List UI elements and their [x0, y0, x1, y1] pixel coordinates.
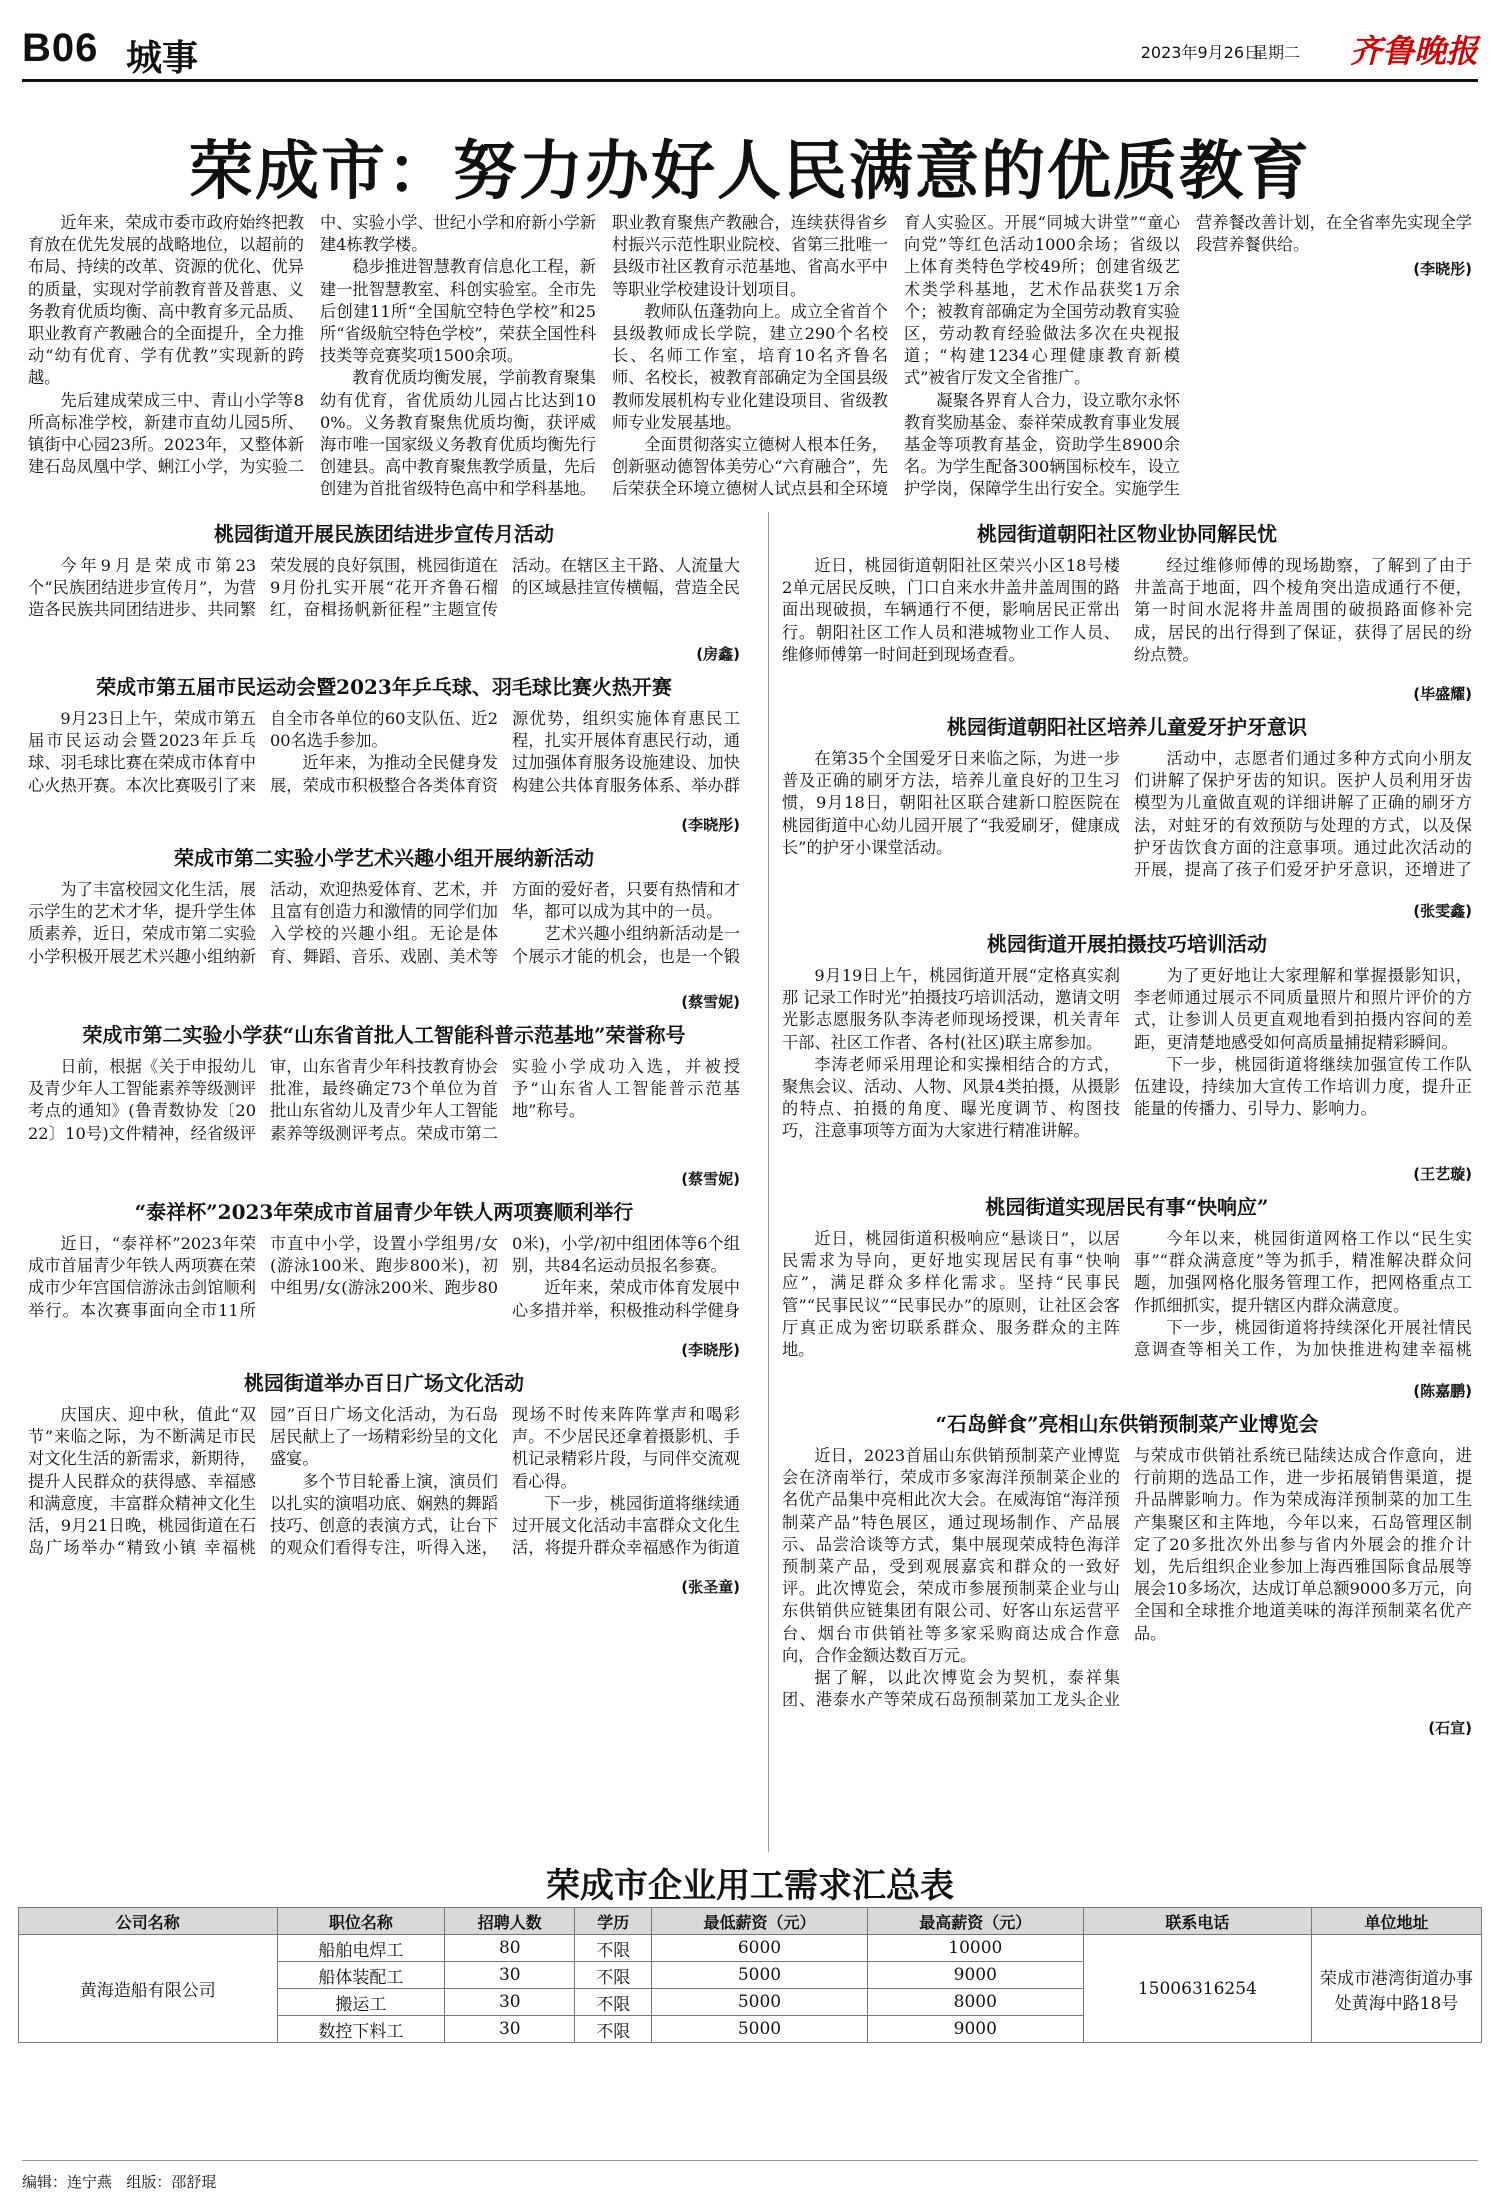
paragraph: 全面贯彻落实立德树人根本任务，创新驱动德智体美劳心“六育融合”，先后荣获全环境立德树人试点县和全环境育人实验区。开展“同城大讲堂”“童心向党”等红色活动1000余场；省级以上体育类特色学校49所；创建省级艺术类学科基地，艺术作品获奖1万余个；被教育部确定为全国劳动教育实验区，劳动教育经验做法多次在央视报道；“构建1234心理健康教育新模式”被省厅发文全省推广。 [612, 213, 1180, 499]
table-cell: 30 [445, 1989, 575, 2016]
article-text [782, 748, 1472, 898]
issue-weekday: 星期二 [1251, 43, 1300, 62]
news-article [782, 711, 1472, 922]
byline: (毕盛耀) [1413, 685, 1472, 703]
table-cell: 数控下料工 [277, 2016, 445, 2043]
column-header: 招聘人数 [445, 1908, 575, 1935]
article-text [782, 1228, 1472, 1378]
address-cell: 荣成市港湾街道办事处黄海中路18号 [1312, 1935, 1482, 2043]
column-header: 联系电话 [1083, 1908, 1311, 1935]
table-cell: 9000 [867, 1962, 1083, 1989]
table-row [19, 1935, 1482, 1962]
column-header: 最高薪资（元） [867, 1908, 1083, 1935]
paragraph: 今年以来，桃园街道网格工作以“民生实事”“群众满意度”等为抓手，精准解决群众问题，加强网格化服务管理工作，把网格重点工作抓细抓实，提升辖区内群众满意度。 [1134, 1229, 1472, 1315]
byline: (李晓彤) [681, 1341, 740, 1359]
article-title: 荣成市第二实验小学艺术兴趣小组开展纳新活动 [174, 846, 594, 870]
paragraph: 日前，根据《关于申报幼儿及青少年人工智能素养等级测评考点的通知》(鲁青数协发〔2022〕10号)文件精神，经省级评审，山东省青少年科技教育协会批准，最终确定73个单位为首批山东省幼儿及青少年人工智能素养等级测评考点。荣成市第二实验小学成功入选，并被授予“山东省人工智能普示范基地”称号。 [28, 1057, 740, 1143]
editor-credit: 编辑：连宁燕 [22, 2173, 113, 2191]
table-header-row [19, 1908, 1482, 1935]
page-header [22, 20, 1478, 82]
layout-credit: 组版：邵舒琨 [126, 2173, 217, 2191]
paragraph: 在第35个全国爱牙日来临之际，为进一步普及正确的刷牙方法，培养儿童良好的卫生习惯，9月18日，朝阳社区联合建新口腔医院在桃园街道中心幼儿园开展了“我爱刷牙，健康成长”的护牙小课堂活动。 [782, 749, 1120, 857]
paragraph: 近年来，为推动全民健身发展，荣成市积极整合各类体育资源优势，组织实施体育惠民工程，扎实开展体育惠民行动，通过加强体育服务设施建设、加快构建公共体育服务体系、举办群 [270, 709, 740, 795]
paragraph: 近日，桃园街道朝阳社区荣兴小区18号楼2单元居民反映，门口自来水井盖井盖周围的路面出现破损，车辆通行不便，影响居民正常出行。朝阳社区工作人员和港城物业工作人员、维修师傅第一时间赶到现场查看。 [782, 556, 1120, 664]
section-number: B06 [22, 26, 99, 70]
article-title: 桃园街道开展民族团结进步宣传月活动 [214, 522, 554, 546]
paragraph: 教育优质均衡发展，学前教育聚集幼有优育，省优质幼儿园占比达到100%。义务教育聚焦优质均衡，获评威海市唯一国家级义务教育优质均衡先行创建县。高中教育聚焦教学质量，先后创建为首批省级特色高中和学科基地。职业教育聚焦产教融合，连续获得省乡村振兴示范性职业院校、省第三批唯一县级市社区教育示范基地、省高水平中等职业学校建设计划项目。 [320, 213, 888, 499]
byline: (李晓彤) [1413, 260, 1472, 279]
paragraph: 凝聚各界育人合力，设立歌尔永怀教育奖励基金、泰祥荣成教育事业发展基金等项教育基金，资助学生8900余名。为学生配备300辆国标校车，设立护学岗，保障学生出行安全。实施学生营养餐改善计划，在全省率先实现全学段营养餐供给。 [904, 213, 1472, 499]
table-cell: 80 [445, 1935, 575, 1962]
lead-article [28, 212, 1472, 510]
paragraph: 先后建成荣成三中、青山小学等8所高标准学校，新建市直幼儿园5所、镇街中心园23所。2023年，又整体新建石岛凤凰中学、蜊江小学，为实验二中、实验小学、世纪小学和府新小学新建4栋教学楼。 [28, 213, 596, 477]
paragraph: 今年9月是荣成市第23个“民族团结进步宣传月”，为营造各民族共同团结进步、共同繁荣发展的良好氛围，桃园街道在9月份扎实开展“花开齐鲁石榴红，奋楫扬帆新征程”主题宣传活动。在辖区主干路、人流量大的区域悬挂宣传横幅，营造全民 [28, 556, 740, 620]
news-article [28, 1019, 740, 1190]
byline: (蔡雪妮) [681, 993, 740, 1011]
paragraph: 据了解，以此次博览会为契机，泰祥集团、港泰水产等荣成石岛预制菜加工龙头企业与荣成市供销社系统已陆续达成合作意向，进行前期的选品工作，进一步拓展销售渠道，提升品牌影响力。作为荣成海洋预制菜的加工生产集聚区和主阵地，今年以来，石岛管理区制定了20多批次外出参与省内外展会的推介计划，先后组织企业参加上海西雅国际食品展等展会10多场次，达成订单总额9000多万元，向全国和全球推介地道美味的海洋预制菜名优产品。 [782, 1446, 1472, 1710]
table-cell: 不限 [575, 1962, 652, 1989]
company-cell: 黄海造船有限公司 [19, 1935, 278, 2043]
news-article [782, 1191, 1472, 1402]
column-header: 最低薪资（元） [652, 1908, 868, 1935]
table-cell: 8000 [867, 1989, 1083, 2016]
paragraph: 下一步，桃园街道将继续加强宣传工作队伍建设，持续加大宣传工作培训力度，提升正能量的传播力、引导力、影响力。 [1134, 1054, 1472, 1119]
table-cell: 搬运工 [277, 1989, 445, 2016]
table-cell: 不限 [575, 1989, 652, 2016]
news-article [28, 842, 740, 1013]
news-article [782, 1408, 1472, 1739]
article-body [28, 212, 1472, 1852]
byline: (王艺璇) [1413, 1165, 1472, 1183]
table-cell: 10000 [867, 1935, 1083, 1962]
byline: (蔡雪妮) [681, 1170, 740, 1188]
left-column [28, 512, 740, 1598]
paragraph: 多个节目轮番上演，演员们以扎实的演唱功底、娴熟的舞蹈技巧、创意的表演方式，让台下的观众们看得专注，听得入迷，现场不时传来阵阵掌声和喝彩声。不少居民还拿着摄影机、手机记录精彩片段，与同伴交流观看心得。 [270, 1405, 740, 1558]
article-text [28, 1404, 740, 1574]
paragraph: 艺术兴趣小组纳新活动是一个展示才能的机会，也是一个锻 [512, 924, 740, 966]
article-title: 桃园街道举办百日广场文化活动 [244, 1371, 524, 1395]
article-title: “泰祥杯”2023年荣成市首届青少年铁人两项赛顺利举行 [134, 1200, 634, 1224]
article-text [28, 708, 740, 812]
paragraph: 为了丰富校园文化生活，展示学生的艺术才华，提升学生体质素养，近日，荣成市第二实验小学积极开展艺术兴趣小组纳新活动，欢迎热爱体育、艺术，并且富有创造力和激情的同学们加入学校的兴趣小组。无论是体育、舞蹈、音乐、戏剧、美术等方面的爱好者，只要有热情和才华，都可以成为其中的一员。 [28, 880, 740, 966]
page-footer [22, 2160, 1478, 2192]
article-text [28, 879, 740, 989]
paragraph: 9月19日上午，桃园街道开展“定格真实刹那 记录工作时光”拍摄技巧培训活动，邀请文明光影志愿服务队李涛老师现场授课，机关青年干部、社区工作者、各村(社区)联主席参加。 [782, 966, 1120, 1052]
news-article [28, 671, 740, 836]
table-cell: 5000 [652, 1989, 868, 2016]
article-text [28, 555, 740, 641]
article-text [782, 965, 1472, 1161]
article-title: 桃园街道朝阳社区物业协同解民忧 [977, 522, 1277, 546]
table-cell: 5000 [652, 2016, 868, 2043]
table-title: 荣成市企业用工需求汇总表 [546, 1866, 954, 1906]
article-text [28, 1233, 740, 1337]
article-text [782, 1445, 1472, 1715]
paragraph: 近日，“泰祥杯”2023年荣成市首届青少年铁人两项赛在荣成市少年宫国信游泳击剑馆顺利举行。本次赛事面向全市11所市直中小学，设置小学组男/女(游泳100米、跑步800米)，初中组男/女(游泳200米、跑步800米)，小学/初中组团体等6个组别，共84名运动员报名参赛。 [28, 1234, 740, 1320]
phone-cell: 15006316254 [1083, 1935, 1311, 2043]
paragraph: 教师队伍蓬勃向上。成立全省首个县级教师成长学院，建立290个名校长、名师工作室，培育10名齐鲁名师、名校长，被教育部确定为全国县级教师发展机构专业化建设项目、省级教师专业发展基地。 [612, 301, 888, 432]
byline: (陈嘉鹏) [1413, 1382, 1472, 1400]
paragraph: 庆国庆、迎中秋，值此“双节”来临之际，为不断满足市民对文化生活的新需求，新期待，提升人民群众的获得感、幸福感和满意度，丰富群众精神文化生活，9月21日晚，桃园街道在石岛广场举办“精致小镇 幸福桃园”百日广场文化活动，为石岛居民献上了一场精彩纷呈的文化盛宴。 [28, 1405, 498, 1558]
article-text [28, 1056, 740, 1166]
paragraph: 近日，桃园街道积极响应“悬谈日”，以居民需求为导向，更好地实现居民有事“快响应”，满足群众多样化需求。坚持“民事民管”“民事民议”“民事民办”的原则，让社区会客厅真正成为密切联系群众、服务群众的主阵地。 [782, 1229, 1120, 1360]
article-title: 荣成市第五届市民运动会暨2023年乒乓球、羽毛球比赛火热开赛 [96, 675, 672, 699]
paragraph: 稳步推进智慧教育信息化工程，新建一批智慧教室、科创实验室。全市先后创建11所“全国航空特色学校”和25所“省级航空特色学校”，荣获全国性科技类等竞赛奖项1500余项。 [320, 257, 596, 366]
paragraph: 下一步，桃园街道将持续深化开展社情民意调查等相关工作，为加快推进构建幸福桃 [1134, 1317, 1472, 1360]
column-header: 公司名称 [19, 1908, 278, 1935]
paragraph: 近日，2023首届山东供销预制菜产业博览会在济南举行，荣成市多家海洋预制菜企业的名优产品集中亮相此次大会。在威海馆“海洋预制菜产品”特色展区，通过现场制作、产品展示、品尝洽谈等方式，集中展现荣成特色海洋预制菜产品，受到观展嘉宾和群众的一致好评。此次博览会，荣成市参展预制菜企业与山东供销供应链集团有限公司、好客山东运营平台、烟台市供销社等多家采购商达成合作意向，合作金额达数百万元。 [782, 1446, 1120, 1665]
paragraph: 李涛老师采用理论和实操相结合的方式，聚焦会议、活动、人物、风景4类拍摄，从摄影的特点、拍摄的角度、曝光度调节、构图技巧，注意事项等方面为大家进行精准讲解。 [782, 1054, 1120, 1141]
paragraph: 近年来，荣成市体育发展中心多措并举，积极推动科学健身 [512, 1278, 740, 1320]
news-article [28, 518, 740, 665]
article-title: 桃园街道实现居民有事“快响应” [985, 1195, 1269, 1219]
paragraph: 为了更好地让大家理解和掌握摄影知识，李老师通过展示不同质量照片和照片评价的方式，让参训人员更直观地看到拍摄内容间的差距，更清楚地感受如何高质量捕捉精彩瞬间。 [1134, 966, 1472, 1052]
news-article [28, 1367, 740, 1598]
news-article [782, 518, 1472, 705]
article-text [782, 555, 1472, 681]
table-cell: 30 [445, 1962, 575, 1989]
column-divider [768, 512, 769, 1852]
byline: (李晓彤) [681, 816, 740, 834]
table-cell: 不限 [575, 2016, 652, 2043]
table-cell: 船体装配工 [277, 1962, 445, 1989]
news-article [28, 1196, 740, 1361]
news-article [782, 928, 1472, 1185]
right-column [782, 512, 1472, 1739]
paragraph: 近年来，荣成市委市政府始终把教育放在优先发展的战略地位，以超前的布局、持续的改革、资源的优化、优异的质量，实现对学前教育普及普惠、义务教育优质均衡、高中教育多元品质、职业教育产教融合的全面提升，全力推动“幼有优育、学有优教”实现新的跨越。 [28, 213, 304, 388]
section-name: 城事 [126, 38, 199, 79]
column-header: 单位地址 [1312, 1908, 1482, 1935]
issue-date: 2023年9月26日 [1140, 43, 1260, 62]
article-title: 荣成市第二实验小学获“山东省首批人工智能科普示范基地”荣誉称号 [82, 1023, 686, 1047]
table-body [19, 1935, 1482, 2043]
article-title: 桃园街道开展拍摄技巧培训活动 [987, 932, 1267, 956]
column-header: 学历 [575, 1908, 652, 1935]
paragraph: 经过维修师傅的现场勘察，了解到了由于井盖高于地面，四个棱角突出造成通行不便，第一时间水泥将井盖周围的破损路面修补完成，居民的出行得到了保证，获得了居民的纷纷点赞。 [1134, 556, 1472, 664]
byline: (石宣) [1428, 1719, 1472, 1737]
article-title: 桃园街道朝阳社区培养儿童爱牙护牙意识 [947, 715, 1307, 739]
paragraph: 活动中，志愿者们通过多种方式向小朋友们讲解了保护牙齿的知识。医护人员利用牙齿模型为儿童做直观的详细讲解了正确的刷牙方法，对蛀牙的有效预防与处理的方式，以及保护牙齿饮食方面的注意事项。通过此次活动的开展，提高了孩子们爱牙护牙意识，还增进了 [1134, 749, 1472, 880]
article-title: “石岛鲜食”亮相山东供销预制菜产业博览会 [935, 1412, 1319, 1436]
table-cell: 不限 [575, 1935, 652, 1962]
paragraph: 9月23日上午，荣成市第五届市民运动会暨2023年乒乓球、羽毛球比赛在荣成市体育中心火热开赛。本次比赛吸引了来自全市各单位的60支队伍、近200名选手参加。 [28, 709, 498, 795]
newspaper-logo: 齐鲁晚报 [1349, 32, 1478, 70]
table-cell: 30 [445, 2016, 575, 2043]
table-cell: 9000 [867, 2016, 1083, 2043]
headline: 荣成市：努力办好人民满意的优质教育 [189, 134, 1311, 209]
paragraph: 下一步，桃园街道将继续通过开展文化活动丰富群众文化生活，将提升群众幸福感作为街道 [512, 1493, 740, 1558]
table-cell: 5000 [652, 1962, 868, 1989]
column-header: 职位名称 [277, 1908, 445, 1935]
byline: (张雯鑫) [1413, 902, 1472, 920]
job-demand-table [18, 1907, 1482, 2043]
table-cell: 6000 [652, 1935, 868, 1962]
table-cell: 船舶电焊工 [277, 1935, 445, 1962]
byline: (房鑫) [696, 645, 740, 663]
byline: (张圣童) [681, 1578, 740, 1596]
